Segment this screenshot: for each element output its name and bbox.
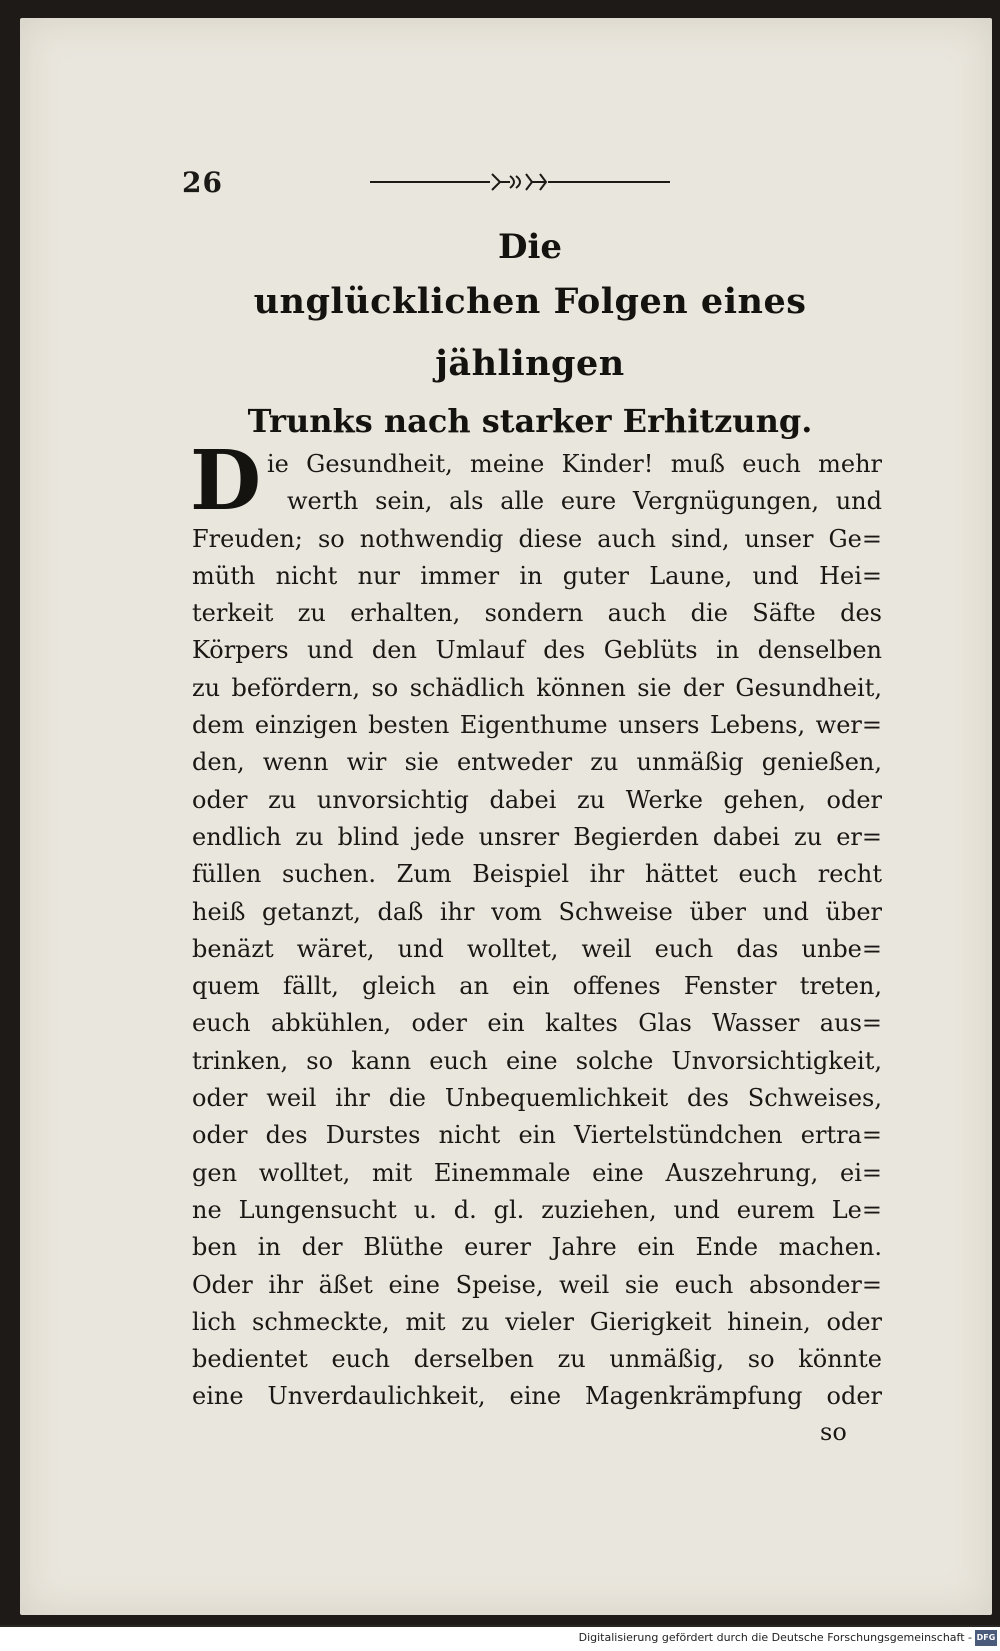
title-line-3: Trunks nach starker Erhitzung. [247,402,813,440]
text-line: oder weil ihr die Unbequemlichkeit des Schweises, [192,1084,882,1113]
text-line: oder des Durstes nicht ein Viertelstündchen ertra= [192,1121,882,1150]
text-line: ne Lungensucht u. d. gl. zuziehen, und eurem Le= [192,1195,882,1224]
text-line: Körpers und den Umlauf des Geblüts in denselben [192,636,882,665]
text-line: ben in der Blüthe eurer Jahre ein Ende machen. [192,1233,882,1262]
text-line: zu befördern, so schädlich können sie der Gesundheit, [192,673,882,702]
text-line: Freuden; so nothwendig diese auch sind, unser Ge= [192,524,882,553]
text-line: den, wenn wir sie entweder zu unmäßig genießen, [192,748,882,777]
text-line: dem einzigen besten Eigenthume unsers Lebens, wer= [192,711,882,740]
chapter-title [170,223,890,447]
text-line: heiß getanzt, daß ihr vom Schweise über und über [192,897,882,926]
drop-cap: D [190,433,262,529]
text-line: lich schmeckte, mit zu vieler Gierigkeit hinein, oder [192,1307,882,1336]
title-line-1: Die [497,227,563,267]
text-line: müth nicht nur immer in guter Laune, und Hei= [192,561,882,590]
dfg-logo: DFG [975,1630,997,1646]
text-line: quem fällt, gleich an ein offenes Fenster treten, [192,972,882,1001]
text-line: Oder ihr äßet eine Speise, weil sie euch absonder= [192,1270,882,1299]
footer-bar [0,1627,1000,1651]
text-line: werth sein, als alle eure Vergnügungen, und [287,487,882,516]
body-text [190,433,882,1416]
text-line: oder zu unvorsichtig dabei zu Werke gehen, oder [192,785,882,814]
header-ornament-rule [370,168,690,196]
text-line: bedientet euch derselben zu unmäßig, so könnte [192,1345,882,1374]
funding-notice: Digitalisierung gefördert durch die Deutsche Forschungsgemeinschaft - [578,1631,972,1644]
text-line: endlich zu blind jede unsrer Begierden dabei zu er= [192,822,882,851]
text-line: füllen suchen. Zum Beispiel ihr hättet euch recht [192,860,882,889]
catchword: so [820,1418,847,1446]
book-page [20,18,992,1615]
text-line: eine Unverdaulichkeit, eine Magenkrämpfung oder [192,1382,882,1411]
text-line: gen wolltet, mit Einemmale eine Auszehrung, ei= [192,1158,882,1187]
text-line: euch abkühlen, oder ein kaltes Glas Wasser aus= [192,1009,882,1038]
page-number: 26 [182,166,223,199]
text-line: trinken, so kann euch eine solche Unvorsichtigkeit, [192,1046,882,1075]
text-line: terkeit zu erhalten, sondern auch die Säfte des [192,599,882,628]
title-line-2: unglücklichen Folgen eines jählingen [253,281,807,384]
text-line: benäzt wäret, und wolltet, weil euch das unbe= [192,934,882,963]
text-line: ie Gesundheit, meine Kinder! muß euch mehr [267,450,882,478]
